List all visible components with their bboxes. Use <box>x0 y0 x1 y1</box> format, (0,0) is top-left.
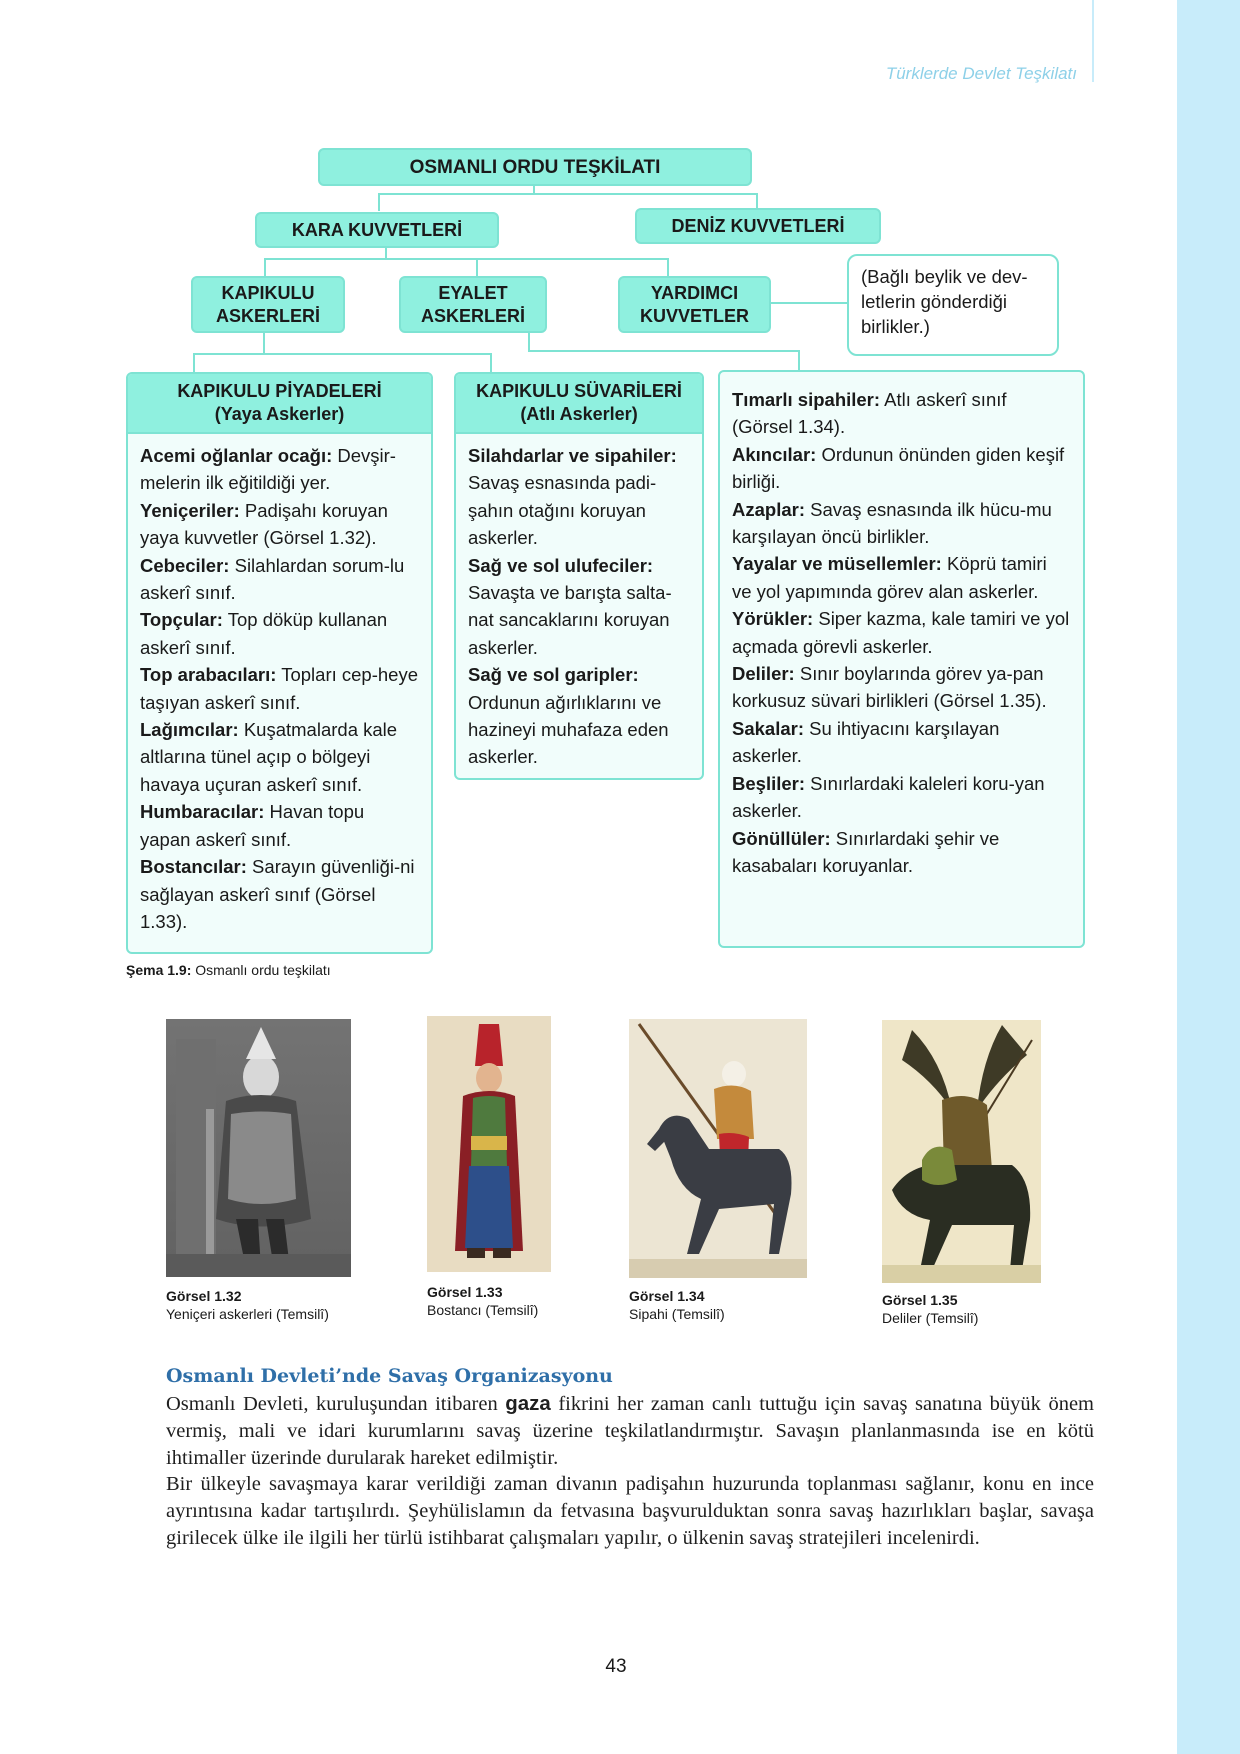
figure-text: Yeniçeri askerleri (Temsilî) <box>166 1306 329 1322</box>
connector <box>193 353 492 355</box>
piyade-item <box>140 497 419 552</box>
connector <box>193 353 195 373</box>
eyalet-item-term: Yayalar ve müsellemler: <box>732 553 942 575</box>
figure-text: Deliler (Temsilî) <box>882 1310 979 1326</box>
piyade-item-desc: Kuşatmalarda kale altlarına tünel açıp o bölgeyi havaya uçuran askerî sınıf. <box>140 719 398 795</box>
connector <box>528 350 800 352</box>
connector <box>533 185 535 193</box>
suvari-item-desc: Savaşta ve barışta salta-nat sancaklarını koruyan askerler. <box>468 582 672 658</box>
side-color-strip <box>1177 0 1240 1754</box>
suvari-item <box>468 552 690 662</box>
suvari-title <box>456 374 702 434</box>
eyalet-item <box>732 770 1071 825</box>
piyade-item <box>140 716 419 798</box>
yardimci-line-1: YARDIMCI <box>650 282 739 303</box>
running-head: Türklerde Devlet Teşkilatı <box>885 64 1077 83</box>
chart-caption <box>126 961 331 979</box>
figure-label: Görsel 1.35 <box>882 1292 958 1308</box>
piyade-item-term: Bostancılar: <box>140 856 247 878</box>
suvari-title-line-2: (Atlı Askerler) <box>520 404 638 424</box>
eyalet-item <box>732 441 1071 496</box>
figure-text: Sipahi (Temsilî) <box>629 1306 725 1322</box>
figure-deliler-image <box>882 1020 1041 1283</box>
piyade-item <box>140 552 419 607</box>
figure-sipahi-image <box>629 1019 807 1278</box>
figure-deliler-caption <box>882 1291 978 1327</box>
paragraph-1 <box>166 1390 1094 1472</box>
suvari-item-desc: Ordunun ağırlıklarını ve hazineyi muhafaza eden askerler. <box>468 691 669 768</box>
connector <box>378 193 756 195</box>
figure-label: Görsel 1.33 <box>427 1284 503 1300</box>
connector <box>756 193 758 208</box>
piyade-list <box>128 434 431 945</box>
kapikulu-askerleri-box <box>191 276 345 333</box>
piyade-item-term: Topçular: <box>140 609 223 631</box>
connector <box>528 333 530 351</box>
eyalet-askerleri-box <box>399 276 547 333</box>
piyade-item <box>140 853 419 935</box>
connector <box>264 258 668 260</box>
eyalet-list <box>720 372 1083 889</box>
piyade-item <box>140 661 419 716</box>
eyalet-item-desc: Sınırlardaki şehir ve kasabaları koruyanlar. <box>732 827 1000 876</box>
connector <box>263 332 265 354</box>
piyade-title-line-1: KAPIKULU PİYADELERİ <box>177 381 382 401</box>
p1-bold: gaza <box>505 1392 551 1415</box>
suvari-item-term: Sağ ve sol ulufeciler: <box>468 554 654 576</box>
piyade-item <box>140 442 419 497</box>
piyade-item-desc: Sarayın güvenliği-ni sağlayan askerî sınıf (Görsel 1.33). <box>140 856 415 932</box>
eyalet-item-term: Azaplar: <box>732 498 805 520</box>
yardimci-line-2: KUVVETLER <box>639 305 749 326</box>
piyade-item-term: Yeniçeriler: <box>140 499 240 521</box>
eyalet-item-term: Deliler: <box>732 663 795 685</box>
eyalet-item-term: Sakalar: <box>732 717 804 739</box>
yardimci-note: (Bağlı beylik ve dev-letlerin gönderdiği birlikler.) <box>847 254 1059 356</box>
suvari-item <box>468 442 690 552</box>
suvari-item-desc: Savaş esnasında padi-şahın otağını koruyan askerler. <box>468 472 657 549</box>
eyalet-item <box>732 660 1071 715</box>
eyalet-item-term: Akıncılar: <box>732 443 817 465</box>
chart-caption-label: Şema 1.9: <box>126 962 192 978</box>
piyade-item-desc: Havan topu yapan askerî sınıf. <box>140 801 365 850</box>
eyalet-item-desc: Ordunun önünden giden keşif birliği. <box>732 443 1065 493</box>
figure-sipahi-caption <box>629 1287 725 1323</box>
figure-text: Bostancı (Temsilî) <box>427 1302 539 1318</box>
eyalet-item-desc: Sınırlardaki kaleleri koru-yan askerler. <box>732 772 1045 822</box>
piyade-item-term: Humbaracılar: <box>140 801 265 823</box>
connector <box>378 193 380 211</box>
chart-caption-text: Osmanlı ordu teşkilatı <box>191 962 331 978</box>
kara-kuvvetleri-box: KARA KUVVETLERİ <box>255 212 499 248</box>
piyade-item-desc: Top döküp kullanan askerî sınıf. <box>140 609 388 658</box>
eyalet-item <box>732 550 1071 605</box>
eyalet-item-term: Yörükler: <box>732 608 814 630</box>
eyalet-item <box>732 605 1071 660</box>
figure-label: Görsel 1.34 <box>629 1288 705 1304</box>
suvari-list <box>456 434 702 781</box>
page-number: 43 <box>605 1656 627 1677</box>
eyalet-item-desc: Atlı askerî sınıf (Görsel 1.34). <box>732 389 1007 438</box>
piyade-item-desc: Padişahı koruyan yaya kuvvetler (Görsel 1.32). <box>140 499 388 549</box>
piyade-item <box>140 798 419 853</box>
eyalet-askerleri-content-box <box>718 370 1085 948</box>
p1-start: Osmanlı Devleti, kuruluşundan itibaren <box>166 1393 506 1415</box>
figure-bostanci-caption <box>427 1283 538 1319</box>
connector <box>476 258 478 276</box>
connector <box>798 350 800 370</box>
eyalet-item <box>732 496 1071 551</box>
eyalet-item-desc: Siper kazma, kale tamiri ve yol açmada görevli askerler. <box>732 608 1070 657</box>
figure-label: Görsel 1.32 <box>166 1288 242 1304</box>
eyalet-item-term: Beşliler: <box>732 772 806 794</box>
p1-end: fikrini her zaman canlı tuttuğu için savaş sanatına büyük önem vermiş, mali ve idari kurumlarını savaş üzerine teşkilatlandırmıştır. Savaşın planlanmasında ise en kötü ihtimaller üzerinde durularak hareket edilmiştir. <box>166 1393 1094 1469</box>
connector <box>667 258 669 276</box>
section-title: Osmanlı Devleti’nde Savaş Organizasyonu <box>166 1365 613 1387</box>
eyalet-item-desc: Su ihtiyacını karşılayan askerler. <box>732 717 1000 767</box>
connector <box>490 353 492 373</box>
piyade-title <box>128 374 431 434</box>
connector <box>771 302 849 304</box>
figure-bostanci-image <box>427 1016 551 1272</box>
piyade-item-term: Acemi oğlanlar ocağı: <box>140 445 333 466</box>
kapikulu-piyadeleri-box <box>126 372 433 954</box>
piyade-item-term: Lağımcılar: <box>140 719 239 741</box>
connector <box>264 258 266 276</box>
eyalet-line-2: ASKERLERİ <box>420 305 525 326</box>
figure-yeniceri-caption <box>166 1287 329 1323</box>
eyalet-item-term: Tımarlı sipahiler: <box>732 389 881 410</box>
eyalet-item <box>732 825 1071 880</box>
kapikulu-line-1: KAPIKULU <box>221 282 315 303</box>
eyalet-item <box>732 386 1071 441</box>
piyade-item-term: Cebeciler: <box>140 554 230 576</box>
piyade-item-desc: Topları cep-heye taşıyan askerî sınıf. <box>140 664 418 713</box>
piyade-item-desc: Silahlardan sorum-lu askerî sınıf. <box>140 554 405 604</box>
suvari-title-line-1: KAPIKULU SÜVARİLERİ <box>476 381 682 401</box>
eyalet-item-desc: Sınır boylarında görev ya-pan korkusuz süvari birlikleri (Görsel 1.35). <box>732 663 1047 712</box>
header-rule <box>1092 0 1094 82</box>
deniz-kuvvetleri-box: DENİZ KUVVETLERİ <box>635 208 881 244</box>
eyalet-item-term: Gönüllüler: <box>732 827 831 849</box>
eyalet-item-desc: Köprü tamiri ve yol yapımında görev alan askerler. <box>732 553 1047 602</box>
eyalet-line-1: EYALET <box>438 282 508 303</box>
suvari-item <box>468 661 690 771</box>
eyalet-item-desc: Savaş esnasında ilk hücu-mu karşılayan öncü birlikler. <box>732 498 1052 548</box>
piyade-item <box>140 606 419 661</box>
piyade-item-desc: Devşir-melerin ilk eğitildiği yer. <box>140 445 396 494</box>
yardimci-kuvvetler-box <box>618 276 771 333</box>
root-box: OSMANLI ORDU TEŞKİLATI <box>318 148 752 186</box>
paragraph-2: Bir ülkeyle savaşmaya karar verildiği zaman divanın padişahın huzurunda toplanması sağlanır, konu en ince ayrıntısına kadar tartışılırdı. Şeyhülislamın da fetvasına başvurulduktan sonra savaş hazırlıkları başlar, savaşa girilecek ülke ile ilgili her türlü istihbarat çalışmaları yapılır, o ülkenin savaş stratejileri incelenirdi. <box>166 1473 1094 1549</box>
eyalet-item <box>732 715 1071 770</box>
piyade-title-line-2: (Yaya Askerler) <box>214 404 345 424</box>
suvari-item-term: Silahdarlar ve sipahiler: <box>468 445 677 466</box>
kapikulu-line-2: ASKERLERİ <box>215 305 320 326</box>
piyade-item-term: Top arabacıları: <box>140 664 277 686</box>
suvari-item-term: Sağ ve sol garipler: <box>468 664 639 686</box>
figure-yeniceri-image <box>166 1019 351 1277</box>
kapikulu-suvarileri-box <box>454 372 704 780</box>
